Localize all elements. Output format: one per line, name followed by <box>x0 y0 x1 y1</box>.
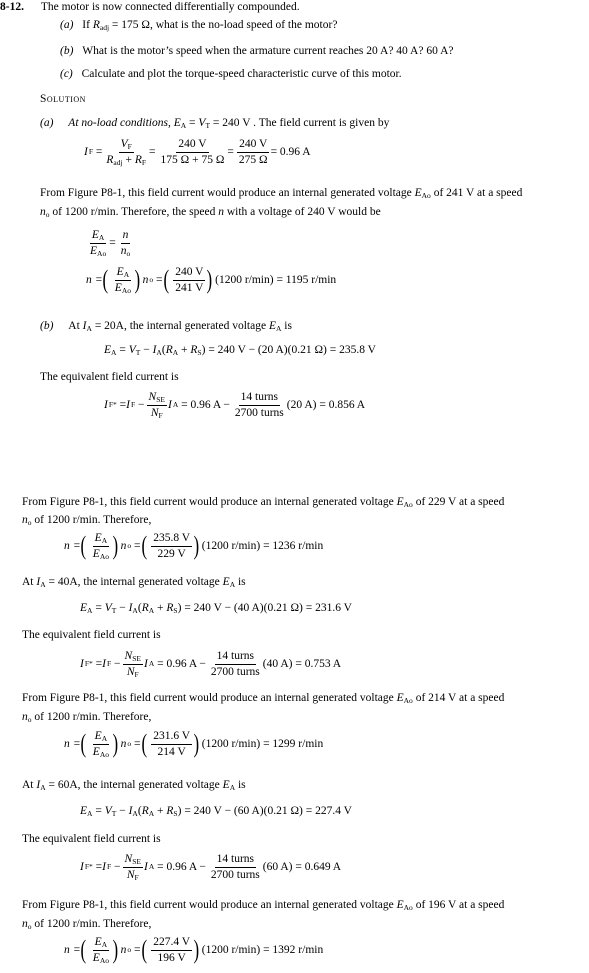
problem-number: 8-12. <box>0 1 24 13</box>
problem-header <box>0 1 300 14</box>
ea-equation-40A: $E_A = V_T - I_A(R_A + R_S) = 240$ V − (40 A)(0.21 Ω) = 231.6 V <box>80 602 352 615</box>
if-equation-60A: I F * = I F − $\frac{N_{SE}}{N_F}$ I A = 0.96 A − $\frac{\text{14 turns}}{\text{2700 turns}}$ (60 A) = 0.649 A <box>80 853 342 882</box>
equiv-text-40A: The equivalent field current is <box>22 629 161 641</box>
speed-equation-20A: n = ( $\frac{E_A}{E_{Ao}}$ ) n o = ( $\frac{235.8 V}{229 V}$ ) (1200 r/min) = 1236 r/min <box>64 531 324 561</box>
equiv-text-20A: The equivalent field current is <box>40 371 179 383</box>
solution-heading: Solution <box>40 93 86 105</box>
figure-text-20A-line1: From Figure P8-1, this field current would produce an internal generated voltage $E_{Ao}$ of 229 V at a speed <box>22 496 505 509</box>
a-figure-text-line1: From Figure P8-1, this field current would produce an internal generated voltage $E_{Ao}$ of 241 V at a speed <box>40 187 523 200</box>
a-speed-equation: n = ( $\frac{E_A}{E_{Ao}}$ ) n o = ( $\frac{240 V}{241 V}$ ) (1200 r/min) = 1195 r/min <box>86 265 337 295</box>
speed-ratio-equation: $\frac{E_A}{E_{Ao}}$ = $\frac{n}{n_o}$ <box>90 229 131 258</box>
if-equation-20A: I F * = I F − $\frac{N_{SE}}{N_F}$ I A = 0.96 A − $\frac{\text{14 turns}}{\text{2700 turns}}$ (20 A) = 0.856 A <box>104 391 366 420</box>
a-figure-text-line2: $n_o$ of 1200 r/min. Therefore, the speed n with a voltage of 240 V would be <box>40 206 381 219</box>
equiv-text-60A: The equivalent field current is <box>22 833 161 845</box>
intro-40A: At $I_A = 40A$, the internal generated voltage $E_A$ is <box>22 576 246 589</box>
figure-text-60A-line1: From Figure P8-1, this field current would produce an internal generated voltage $E_{Ao}$ of 196 V at a speed <box>22 899 505 912</box>
solution-a-intro: (a) At no-load conditions, $E_A = V_T = 240$ V . The field current is given by <box>40 117 390 130</box>
part-c-question: (c) Calculate and plot the torque-speed characteristic curve of this motor. <box>60 68 402 80</box>
problem-intro: The motor is now connected differentially compounded. <box>40 1 300 13</box>
part-a-question: (a) If $R_{adj} = 175$ Ω, what is the no-load speed of the motor? <box>60 19 338 32</box>
field-current-equation: I F = $\frac{V_F}{R_{adj} + R_F}$ = $\frac{240 V}{175 \Omega + 75 \Omega}$ = $\frac{240 V}{275 \Omega}$ = 0.96 A <box>84 138 311 167</box>
if-equation-40A: I F * = I F − $\frac{N_{SE}}{N_F}$ I A = 0.96 A − $\frac{\text{14 turns}}{\text{2700 turns}}$ (40 A) = 0.753 A <box>80 650 342 679</box>
b-intro-20A: (b) At $I_A = 20A$, the internal generated voltage $E_A$ is <box>40 320 292 333</box>
intro-60A: At $I_A = 60A$, the internal generated voltage $E_A$ is <box>22 779 246 792</box>
speed-equation-40A: n = ( $\frac{E_A}{E_{Ao}}$ ) n o = ( $\frac{231.6 V}{214 V}$ ) (1200 r/min) = 1299 r/min <box>64 729 324 759</box>
figure-text-40A-line2: $n_o$ of 1200 r/min. Therefore, <box>22 711 152 724</box>
figure-text-20A-line2: $n_o$ of 1200 r/min. Therefore, <box>22 514 152 527</box>
figure-text-60A-line2: $n_o$ of 1200 r/min. Therefore, <box>22 918 152 931</box>
part-b-question: (b) What is the motor’s speed when the armature current reaches 20 A? 40 A? 60 A? <box>60 45 454 57</box>
speed-equation-60A: n = ( $\frac{E_A}{E_{Ao}}$ ) n o = ( $\frac{227.4 V}{196 V}$ ) (1200 r/min) = 1392 r/min <box>64 935 324 965</box>
ea-equation-20A: $E_A = V_T - I_A(R_A + R_S) = 240$ V − (20 A)(0.21 Ω) = 235.8 V <box>104 344 376 357</box>
figure-text-40A-line1: From Figure P8-1, this field current would produce an internal generated voltage $E_{Ao}$ of 214 V at a speed <box>22 692 505 705</box>
ea-equation-60A: $E_A = V_T - I_A(R_A + R_S) = 240$ V − (60 A)(0.21 Ω) = 227.4 V <box>80 805 352 818</box>
